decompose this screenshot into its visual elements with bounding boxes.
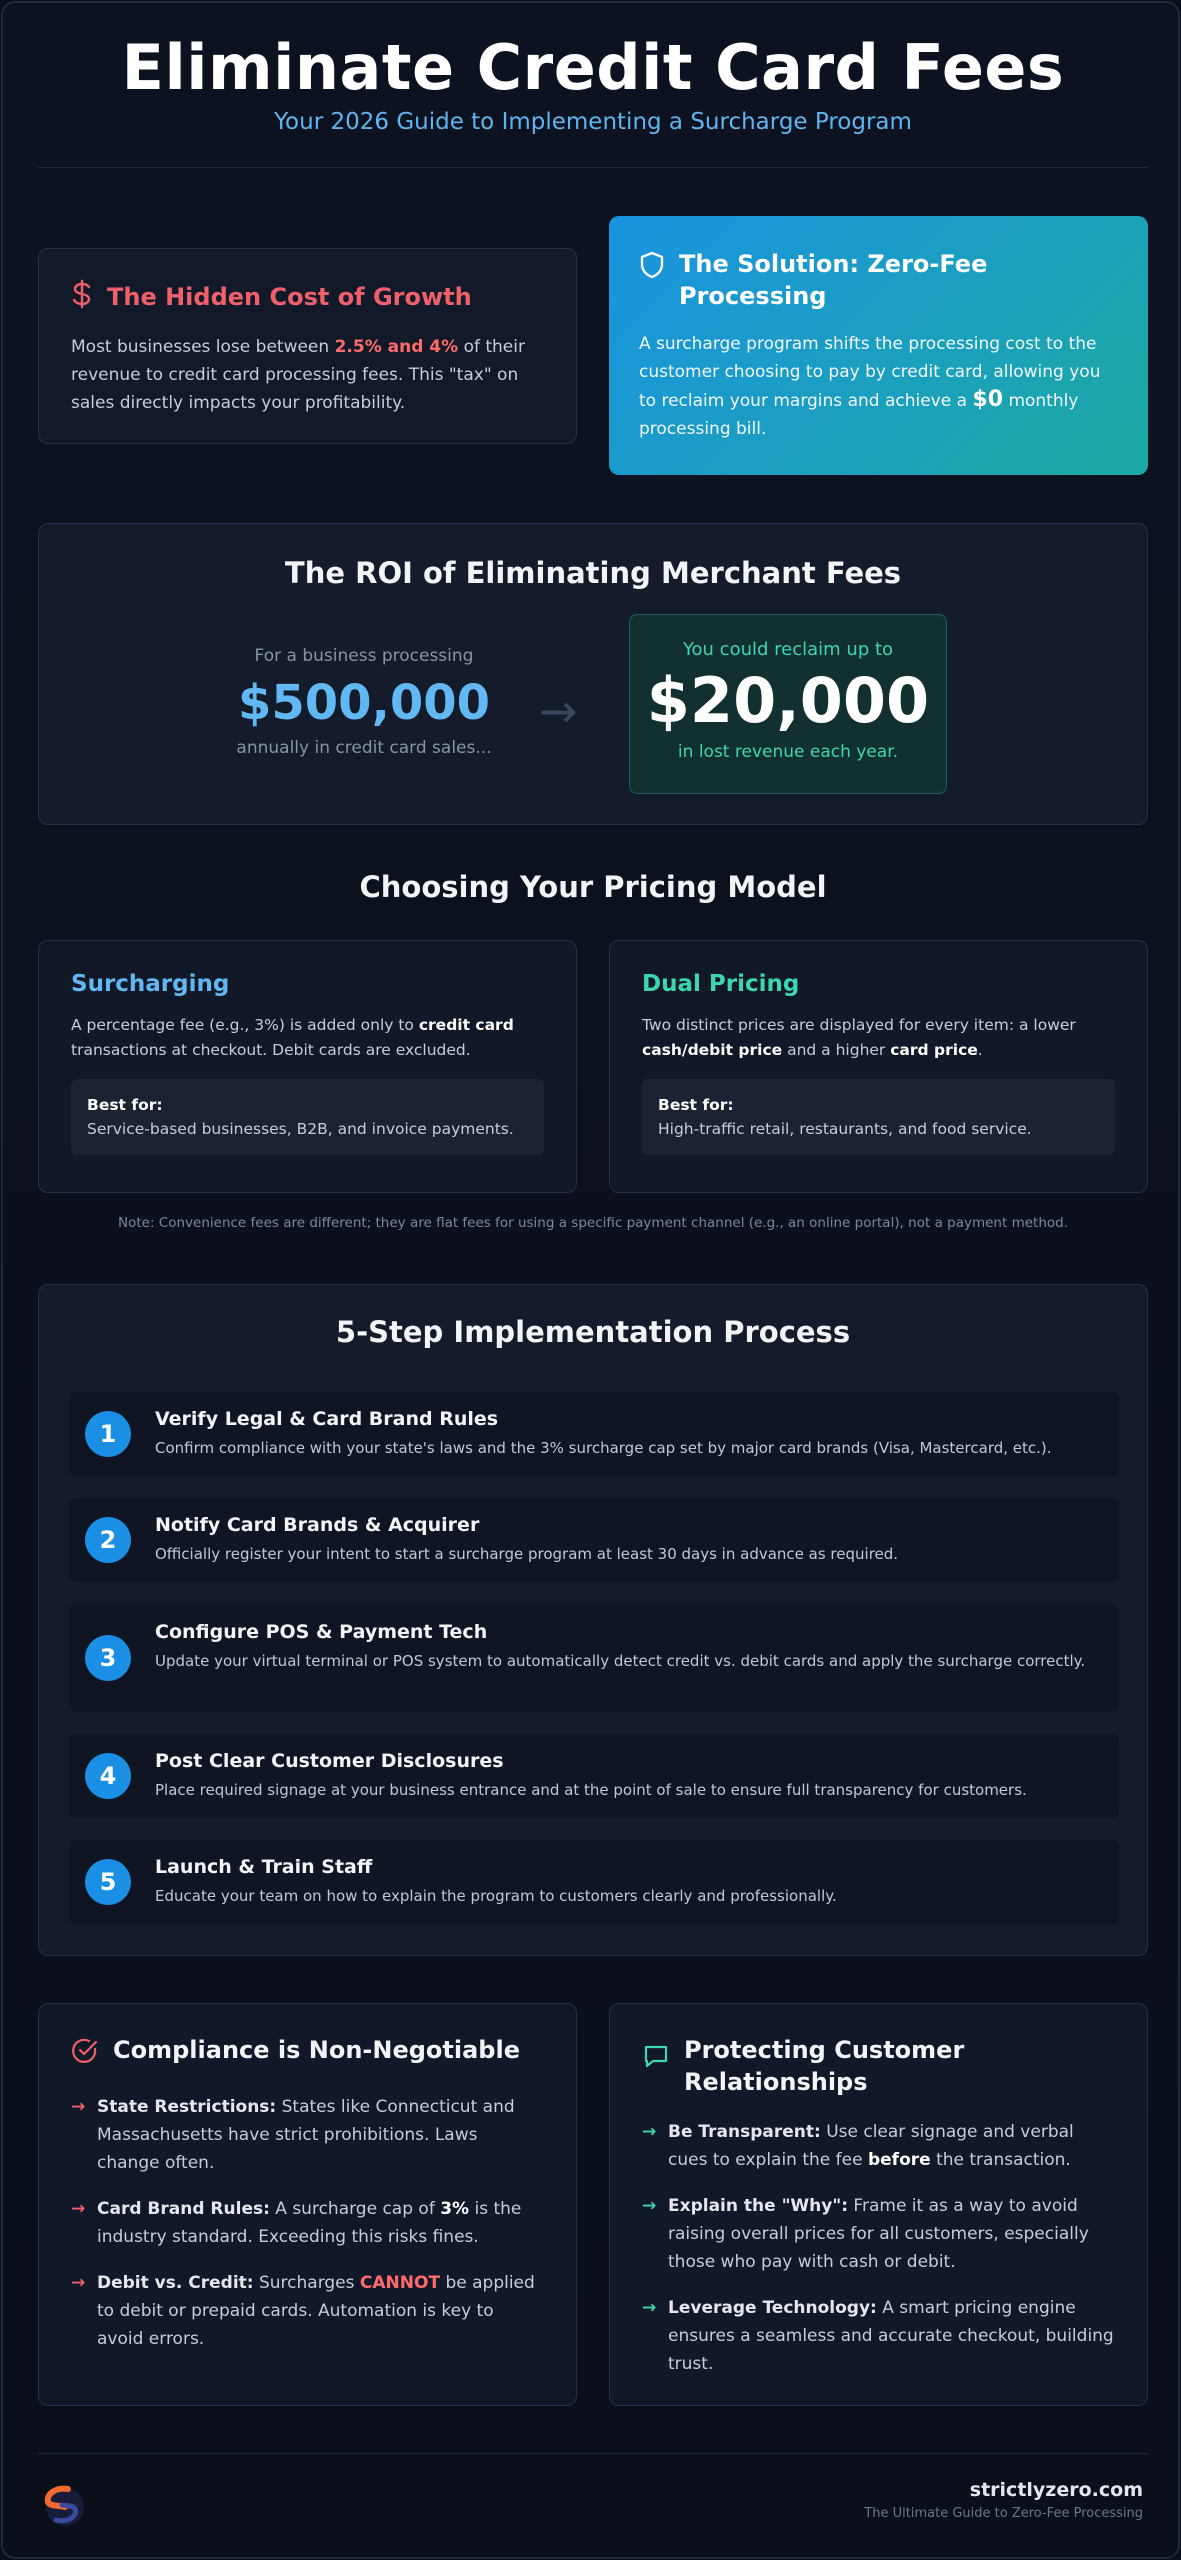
convenience-fee-note: Note: Convenience fees are different; they are flat fees for using a specific payment channel (e.g., an online portal), not a payment method. bbox=[118, 1215, 1068, 1231]
step-item bbox=[69, 1734, 1119, 1818]
dual-pricing-text: Two distinct prices are displayed for every item: a lower cash/debit price and a higher card price. bbox=[642, 1016, 1076, 1059]
step-title: Verify Legal & Card Brand Rules bbox=[155, 1408, 499, 1430]
surcharging-title: Surcharging bbox=[71, 971, 230, 997]
step-number: 4 bbox=[85, 1753, 131, 1799]
chat-icon bbox=[642, 2034, 670, 2098]
hidden-cost-card bbox=[38, 248, 577, 444]
compliance-card bbox=[38, 2003, 577, 2406]
surcharging-best-for: Best for: Service-based businesses, B2B, and invoice payments. bbox=[71, 1079, 544, 1155]
header-divider bbox=[38, 167, 1148, 168]
compliance-item: → Card Brand Rules: A surcharge cap of 3% is the industry standard. Exceeding this risks fines. bbox=[71, 2199, 522, 2247]
step-item bbox=[69, 1498, 1119, 1582]
zero-highlight: $0 bbox=[972, 387, 1004, 412]
roi-title: The ROI of Eliminating Merchant Fees bbox=[284, 556, 902, 590]
dollar-icon bbox=[71, 279, 93, 315]
roi-input bbox=[229, 646, 499, 758]
step-number: 3 bbox=[85, 1635, 131, 1681]
step-description: Confirm compliance with your state's laws and the 3% surcharge cap set by major card brands (Visa, Mastercard, etc.). bbox=[155, 1439, 1052, 1457]
step-item bbox=[69, 1392, 1119, 1476]
footer-tagline: The Ultimate Guide to Zero-Fee Processing bbox=[864, 2506, 1143, 2521]
step-item bbox=[69, 1605, 1119, 1711]
step-title: Notify Card Brands & Acquirer bbox=[155, 1514, 480, 1536]
roi-left-amount: $500,000 bbox=[237, 675, 491, 731]
step-item bbox=[69, 1840, 1119, 1924]
footer-site[interactable]: strictlyzero.com bbox=[969, 2479, 1143, 2501]
relationship-item: → Explain the "Why": Frame it as a way to avoid raising overall prices for all customers, especially those who pay with cash or debit. bbox=[642, 2196, 1089, 2272]
hidden-cost-title: The Hidden Cost of Growth bbox=[107, 283, 472, 311]
surcharging-card bbox=[38, 940, 577, 1193]
dual-pricing-best-for: Best for: High-traffic retail, restaurants, and food service. bbox=[642, 1079, 1115, 1155]
arrow-right-icon: → bbox=[539, 684, 578, 738]
roi-result-box bbox=[629, 614, 947, 794]
compliance-item: → Debit vs. Credit: Surcharges CANNOT be applied to debit or prepaid cards. Automation is key to avoid errors. bbox=[71, 2273, 535, 2349]
step-description: Update your virtual terminal or POS system to automatically detect credit vs. debit cards and apply the surcharge correctly. bbox=[155, 1652, 1086, 1670]
roi-left-sub: annually in credit card sales... bbox=[236, 738, 492, 758]
step-number: 2 bbox=[85, 1517, 131, 1563]
logo-icon bbox=[38, 2480, 88, 2530]
step-description: Educate your team on how to explain the program to customers clearly and professionally. bbox=[155, 1887, 837, 1905]
step-title: Launch & Train Staff bbox=[155, 1856, 373, 1878]
compliance-item: → State Restrictions: States like Connecticut and Massachusetts have strict prohibitions. Laws change often. bbox=[71, 2097, 515, 2173]
step-title: Post Clear Customer Disclosures bbox=[155, 1750, 504, 1772]
roi-right-amount: $20,000 bbox=[646, 664, 930, 737]
relationship-item: → Leverage Technology: A smart pricing engine ensures a seamless and accurate checkout, building trust. bbox=[642, 2298, 1114, 2374]
roi-right-caption: You could reclaim up to bbox=[682, 639, 894, 660]
step-number: 1 bbox=[85, 1411, 131, 1457]
roi-card bbox=[38, 523, 1148, 825]
steps-card bbox=[38, 1284, 1148, 1956]
roi-left-caption: For a business processing bbox=[254, 646, 474, 666]
hidden-cost-text: Most businesses lose between 2.5% and 4% of their revenue to credit card processing fees. This "tax" on sales directly impacts your profitability. bbox=[71, 337, 525, 413]
step-number: 5 bbox=[85, 1859, 131, 1905]
page-subtitle: Your 2026 Guide to Implementing a Surcharge Program bbox=[274, 109, 912, 135]
step-title: Configure POS & Payment Tech bbox=[155, 1621, 488, 1643]
solution-title: The Solution: Zero-Fee Processing bbox=[679, 250, 988, 310]
check-circle-icon bbox=[71, 2034, 99, 2073]
relationship-item: → Be Transparent: Use clear signage and verbal cues to explain the fee before the transaction. bbox=[642, 2122, 1074, 2170]
fee-range-highlight: 2.5% and 4% bbox=[334, 337, 459, 357]
page-title: Eliminate Credit Card Fees bbox=[121, 31, 1065, 104]
dual-pricing-title: Dual Pricing bbox=[642, 971, 800, 997]
pricing-section-title: Choosing Your Pricing Model bbox=[359, 870, 827, 904]
shield-icon bbox=[639, 248, 665, 312]
step-description: Place required signage at your business entrance and at the point of sale to ensure full transparency for customers. bbox=[155, 1781, 1027, 1799]
relationships-card bbox=[609, 2003, 1148, 2406]
relationships-title: Protecting Customer Relationships bbox=[684, 2036, 965, 2096]
footer-divider bbox=[38, 2453, 1148, 2454]
steps-title: 5-Step Implementation Process bbox=[335, 1315, 851, 1349]
infographic-frame bbox=[1, 1, 1180, 2559]
dual-pricing-card bbox=[609, 940, 1148, 1193]
header bbox=[38, 31, 1148, 135]
compliance-title: Compliance is Non-Negotiable bbox=[113, 2036, 520, 2064]
solution-card bbox=[609, 216, 1148, 475]
roi-right-sub: in lost revenue each year. bbox=[677, 742, 899, 762]
surcharging-text: A percentage fee (e.g., 3%) is added only to credit card transactions at checkout. Debit cards are excluded. bbox=[71, 1016, 514, 1059]
solution-text: A surcharge program shifts the processing cost to the customer choosing to pay by credit card, allowing you to reclaim your margins and achieve a $0 monthly processing bill. bbox=[639, 334, 1101, 439]
step-description: Officially register your intent to start a surcharge program at least 30 days in advance as required. bbox=[155, 1545, 899, 1563]
